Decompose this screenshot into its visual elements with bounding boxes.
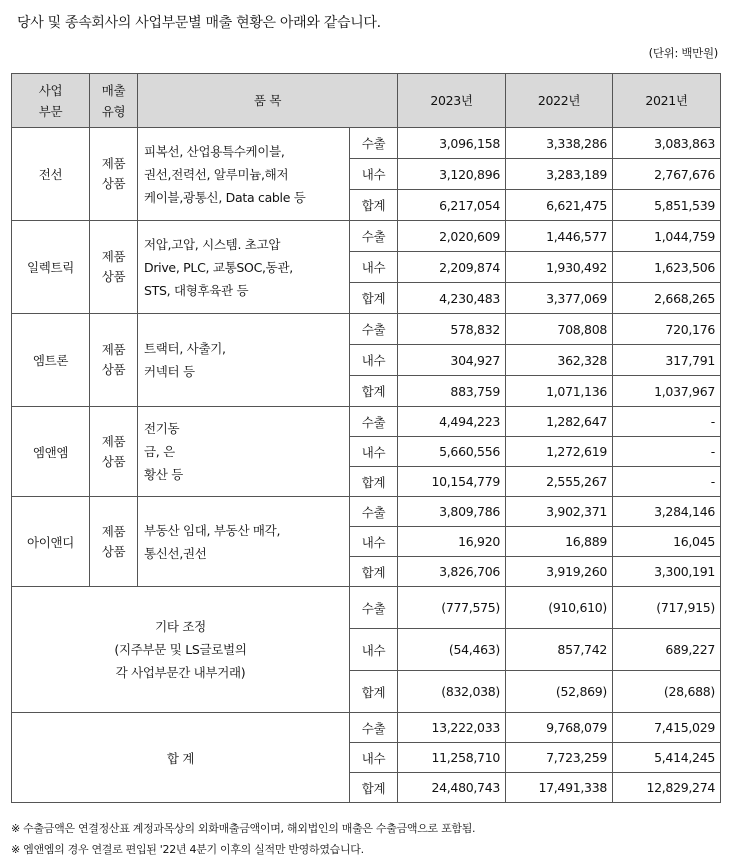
value-2023: 3,809,786 [398, 497, 506, 527]
page-title: 당사 및 종속회사의 사업부문별 매출 현황은 아래와 같습니다. [17, 15, 381, 31]
value-2021: 16,045 [613, 527, 721, 557]
value-2021: - [613, 437, 721, 467]
sales-table [11, 73, 721, 803]
segment-name: 엠앤엠 [12, 407, 90, 497]
value-2023: 16,920 [398, 527, 506, 557]
value-2023: 24,480,743 [398, 773, 506, 803]
value-2021: - [613, 407, 721, 437]
value-2022: 362,328 [506, 345, 613, 376]
row-type-label: 수출 [350, 128, 398, 159]
adjustment-label: 기타 조정 (지주부문 및 LS글로벌의 각 사업부문간 내부거래) [12, 587, 350, 713]
row-type-label: 합계 [350, 467, 398, 497]
value-2022: 2,555,267 [506, 467, 613, 497]
value-2021: 720,176 [613, 314, 721, 345]
value-2023: (777,575) [398, 587, 506, 629]
row-type-label: 합계 [350, 557, 398, 587]
header-sales-type: 매출 유형 [90, 74, 138, 128]
total-label: 합 계 [12, 713, 350, 803]
row-type-label: 내수 [350, 437, 398, 467]
item-list: 저압,고압, 시스템. 초고압 Drive, PLC, 교통SOC,동관, STS, 대형후육관 등 [138, 221, 350, 314]
row-type-label: 합계 [350, 190, 398, 221]
value-2023: 4,230,483 [398, 283, 506, 314]
value-2022: 708,808 [506, 314, 613, 345]
value-2023: 3,096,158 [398, 128, 506, 159]
header-2021: 2021년 [613, 74, 721, 128]
value-2023: 2,020,609 [398, 221, 506, 252]
item-list: 트랙터, 사출기, 커넥터 등 [138, 314, 350, 407]
row-type-label: 수출 [350, 221, 398, 252]
row-type-label: 합계 [350, 376, 398, 407]
value-2021: 1,044,759 [613, 221, 721, 252]
value-2021: (28,688) [613, 671, 721, 713]
item-list: 전기동 금, 은 황산 등 [138, 407, 350, 497]
header-row [12, 74, 721, 128]
sales-type: 제품 상품 [90, 221, 138, 314]
value-2022: 16,889 [506, 527, 613, 557]
value-2022: 1,930,492 [506, 252, 613, 283]
row-type-label: 수출 [350, 314, 398, 345]
item-list: 피복선, 산업용특수케이블, 권선,전력선, 알루미늄,해저 케이블,광통신, Data cable 등 [138, 128, 350, 221]
value-2023: 5,660,556 [398, 437, 506, 467]
value-2021: 7,415,029 [613, 713, 721, 743]
row-type-label: 내수 [350, 527, 398, 557]
row-type-label: 내수 [350, 345, 398, 376]
unit-label: (단위: 백만원) [648, 46, 718, 60]
row-type-label: 내수 [350, 743, 398, 773]
value-2021: 3,300,191 [613, 557, 721, 587]
row-type-label: 합계 [350, 773, 398, 803]
header-item: 품 목 [138, 74, 398, 128]
header-2022: 2022년 [506, 74, 613, 128]
table-row [12, 587, 721, 629]
sales-type: 제품 상품 [90, 497, 138, 587]
header-2023: 2023년 [398, 74, 506, 128]
row-type-label: 수출 [350, 407, 398, 437]
row-type-label: 내수 [350, 629, 398, 671]
table-row [12, 128, 721, 159]
table-row [12, 407, 721, 437]
value-2023: 3,826,706 [398, 557, 506, 587]
value-2021: 5,414,245 [613, 743, 721, 773]
value-2023: 2,209,874 [398, 252, 506, 283]
value-2022: 1,272,619 [506, 437, 613, 467]
value-2022: 3,338,286 [506, 128, 613, 159]
sales-type: 제품 상품 [90, 407, 138, 497]
value-2022: 3,377,069 [506, 283, 613, 314]
value-2021: 12,829,274 [613, 773, 721, 803]
row-type-label: 수출 [350, 497, 398, 527]
value-2022: 9,768,079 [506, 713, 613, 743]
value-2022: 1,282,647 [506, 407, 613, 437]
value-2021: 3,284,146 [613, 497, 721, 527]
row-type-label: 내수 [350, 252, 398, 283]
footnotes [11, 818, 475, 860]
segment-name: 일렉트릭 [12, 221, 90, 314]
row-type-label: 수출 [350, 713, 398, 743]
value-2021: 1,623,506 [613, 252, 721, 283]
footnote: ※ 수출금액은 연결정산표 계정과목상의 외화매출금액이며, 해외법인의 매출은 수출금액으로 포함됨. [11, 822, 476, 835]
value-2023: 4,494,223 [398, 407, 506, 437]
value-2021: 317,791 [613, 345, 721, 376]
value-2023: 883,759 [398, 376, 506, 407]
value-2021: 1,037,967 [613, 376, 721, 407]
value-2022: 6,621,475 [506, 190, 613, 221]
value-2021: 2,767,676 [613, 159, 721, 190]
row-type-label: 합계 [350, 671, 398, 713]
value-2022: (52,869) [506, 671, 613, 713]
item-list: 부동산 임대, 부동산 매각, 통신선,권선 [138, 497, 350, 587]
value-2023: (832,038) [398, 671, 506, 713]
row-type-label: 합계 [350, 283, 398, 314]
value-2022: 3,283,189 [506, 159, 613, 190]
value-2022: 1,071,136 [506, 376, 613, 407]
table-row [12, 221, 721, 252]
value-2023: 10,154,779 [398, 467, 506, 497]
footnote: ※ 엠앤엠의 경우 연결로 편입된 '22년 4분기 이후의 실적만 반영하였습니다. [11, 843, 364, 856]
value-2022: 857,742 [506, 629, 613, 671]
value-2022: 1,446,577 [506, 221, 613, 252]
value-2021: 689,227 [613, 629, 721, 671]
value-2023: 578,832 [398, 314, 506, 345]
value-2021: 5,851,539 [613, 190, 721, 221]
sales-type: 제품 상품 [90, 314, 138, 407]
value-2022: 3,919,260 [506, 557, 613, 587]
table-row [12, 713, 721, 743]
value-2023: 6,217,054 [398, 190, 506, 221]
value-2023: 11,258,710 [398, 743, 506, 773]
value-2023: (54,463) [398, 629, 506, 671]
value-2022: 3,902,371 [506, 497, 613, 527]
sales-type: 제품 상품 [90, 128, 138, 221]
value-2023: 304,927 [398, 345, 506, 376]
table-row [12, 314, 721, 345]
value-2022: (910,610) [506, 587, 613, 629]
value-2022: 7,723,259 [506, 743, 613, 773]
value-2021: - [613, 467, 721, 497]
value-2022: 17,491,338 [506, 773, 613, 803]
segment-name: 전선 [12, 128, 90, 221]
row-type-label: 수출 [350, 587, 398, 629]
value-2021: 3,083,863 [613, 128, 721, 159]
header-segment: 사업 부문 [12, 74, 90, 128]
segment-name: 엠트론 [12, 314, 90, 407]
row-type-label: 내수 [350, 159, 398, 190]
value-2023: 13,222,033 [398, 713, 506, 743]
value-2021: 2,668,265 [613, 283, 721, 314]
value-2023: 3,120,896 [398, 159, 506, 190]
table-row [12, 497, 721, 527]
value-2021: (717,915) [613, 587, 721, 629]
segment-name: 아이앤디 [12, 497, 90, 587]
